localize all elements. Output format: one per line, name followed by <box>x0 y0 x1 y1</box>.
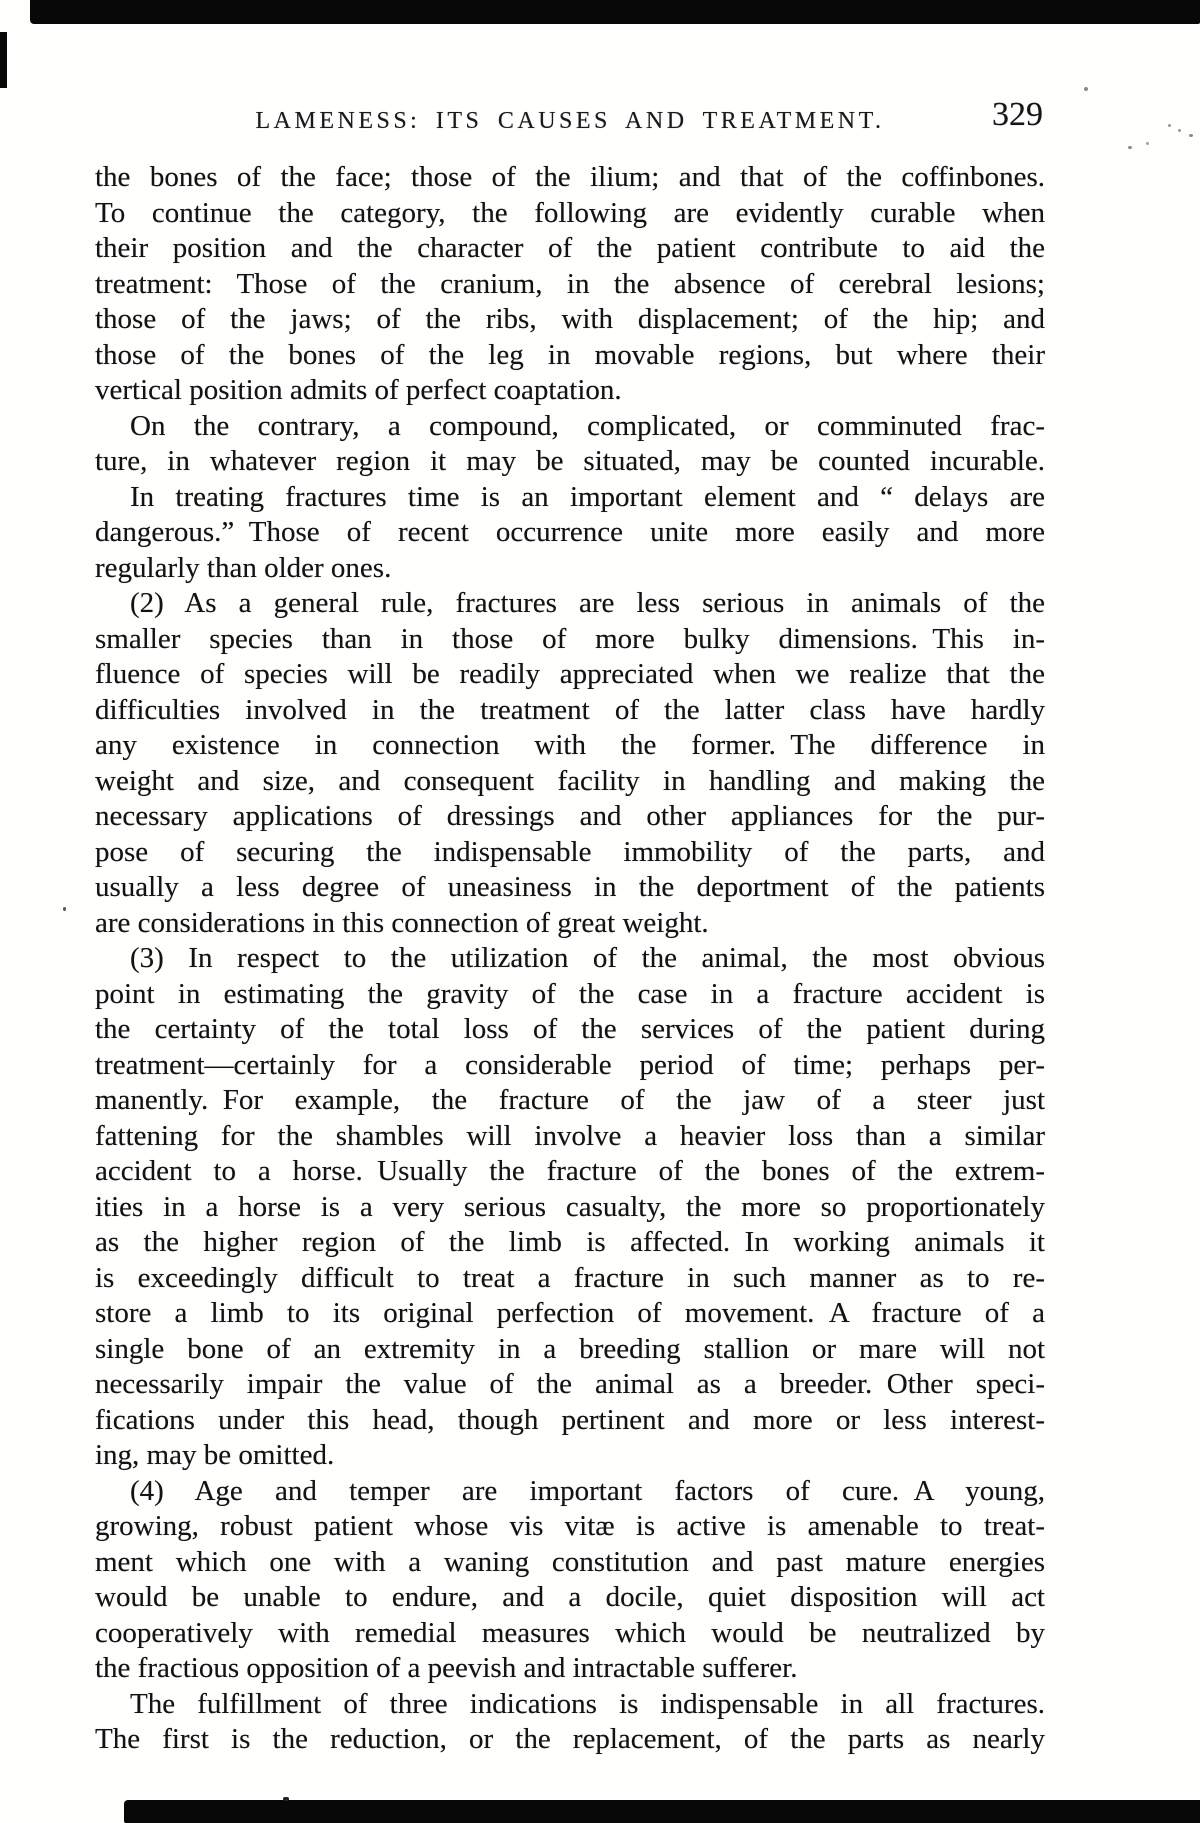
text-line: manently. For example, the fracture of the jaw of a steer just <box>95 1084 1045 1116</box>
text-line: single bone of an extremity in a breeding stallion or mare will not <box>95 1332 1045 1365</box>
text-line: ment which one with a waning constitution and past mature energies <box>95 1545 1045 1578</box>
scan-speck <box>1128 146 1132 149</box>
text-line: smaller species than in those of more bulky dimensions. This in- <box>95 622 1045 655</box>
text-line: would be unable to endure, and a docile, quiet disposition will act <box>95 1581 1045 1613</box>
text-line: cooperatively with remedial measures which would be neutralized by <box>95 1616 1045 1649</box>
running-head-title: LAMENESS: ITS CAUSES AND TREATMENT. <box>255 108 885 134</box>
scan-speck <box>1178 129 1181 132</box>
text-block <box>95 160 1045 1758</box>
text-line: is exceedingly difficult to treat a fracture in such manner as to re- <box>95 1261 1045 1294</box>
text-line: fattening for the shambles will involve a heavier loss than a similar <box>95 1119 1045 1152</box>
text-line: those of the bones of the leg in movable regions, but where their <box>95 338 1045 371</box>
text-line: the certainty of the total loss of the services of the patient during <box>95 1013 1045 1045</box>
scan-artifact-left-sliver <box>0 32 7 88</box>
text-line: (2) As a general rule, fractures are less serious in animals of the <box>130 587 1045 619</box>
text-line: The first is the reduction, or the replacement, of the parts as nearly <box>95 1723 1045 1755</box>
text-line: as the higher region of the limb is affected. In working animals it <box>95 1226 1045 1258</box>
text-line: dangerous.” Those of recent occurrence unite more easily and more <box>95 516 1045 548</box>
scan-speck <box>63 907 66 911</box>
text-line: ture, in whatever region it may be situated, may be counted incurable. <box>95 445 1045 477</box>
text-line: The fulfillment of three indications is indispensable in all fractures. <box>130 1687 1045 1720</box>
text-line: necessarily impair the value of the animal as a breeder. Other speci- <box>95 1368 1045 1400</box>
scan-speck <box>1146 142 1149 145</box>
text-line: On the contrary, a compound, complicated, or comminuted frac- <box>130 409 1045 442</box>
text-line: growing, robust patient whose vis vitæ is active is amenable to treat- <box>95 1510 1045 1542</box>
scan-speck <box>283 1797 289 1801</box>
text-line: the fractious opposition of a peevish and intractable sufferer. <box>95 1652 798 1684</box>
text-line: store a limb to its original perfection of movement. A fracture of a <box>95 1297 1045 1329</box>
text-line: (4) Age and temper are important factors of cure. A young, <box>130 1474 1045 1507</box>
scan-artifact-bottom-bar <box>124 1800 1200 1823</box>
scan-artifact-top-bar <box>30 0 1200 24</box>
text-line: In treating fractures time is an important element and “ delays are <box>130 480 1045 513</box>
page-header <box>95 96 1045 142</box>
scan-speck <box>1189 134 1193 137</box>
text-line: any existence in connection with the former. The difference in <box>95 729 1045 761</box>
text-line: are considerations in this connection of great weight. <box>95 906 709 939</box>
text-line: their position and the character of the patient contribute to aid the <box>95 232 1045 264</box>
text-line: the bones of the face; those of the ilium; and that of the coffinbones. <box>95 161 1045 193</box>
text-line: treatment: Those of the cranium, in the absence of cerebral lesions; <box>95 267 1045 300</box>
text-line: ities in a horse is a very serious casualty, the more so proportionately <box>95 1190 1045 1223</box>
scan-speck <box>1168 124 1171 127</box>
text-line: vertical position admits of perfect coaptation. <box>95 374 622 406</box>
scan-speck <box>1084 87 1088 91</box>
text-line: usually a less degree of uneasiness in the deportment of the patients <box>95 871 1045 903</box>
text-line: difficulties involved in the treatment of the latter class have hardly <box>95 693 1045 726</box>
text-line: treatment—certainly for a considerable period of time; perhaps per- <box>95 1048 1045 1081</box>
page-number: 329 <box>992 96 1043 133</box>
text-line: (3) In respect to the utilization of the animal, the most obvious <box>130 942 1045 974</box>
text-line: fications under this head, though pertinent and more or less interest- <box>95 1403 1045 1436</box>
text-line: pose of securing the indispensable immobility of the parts, and <box>95 835 1045 868</box>
text-line: weight and size, and consequent facility in handling and making the <box>95 764 1045 797</box>
text-line: necessary applications of dressings and other appliances for the pur- <box>95 800 1045 832</box>
text-line: ing, may be omitted. <box>95 1439 335 1471</box>
text-line: those of the jaws; of the ribs, with displacement; of the hip; and <box>95 303 1045 335</box>
text-line: regularly than older ones. <box>95 551 392 584</box>
text-line: point in estimating the gravity of the case in a fracture accident is <box>95 977 1045 1010</box>
text-line: fluence of species will be readily appreciated when we realize that the <box>95 658 1045 690</box>
text-line: accident to a horse. Usually the fracture of the bones of the extrem- <box>95 1155 1045 1187</box>
text-line: To continue the category, the following are evidently curable when <box>95 196 1045 229</box>
